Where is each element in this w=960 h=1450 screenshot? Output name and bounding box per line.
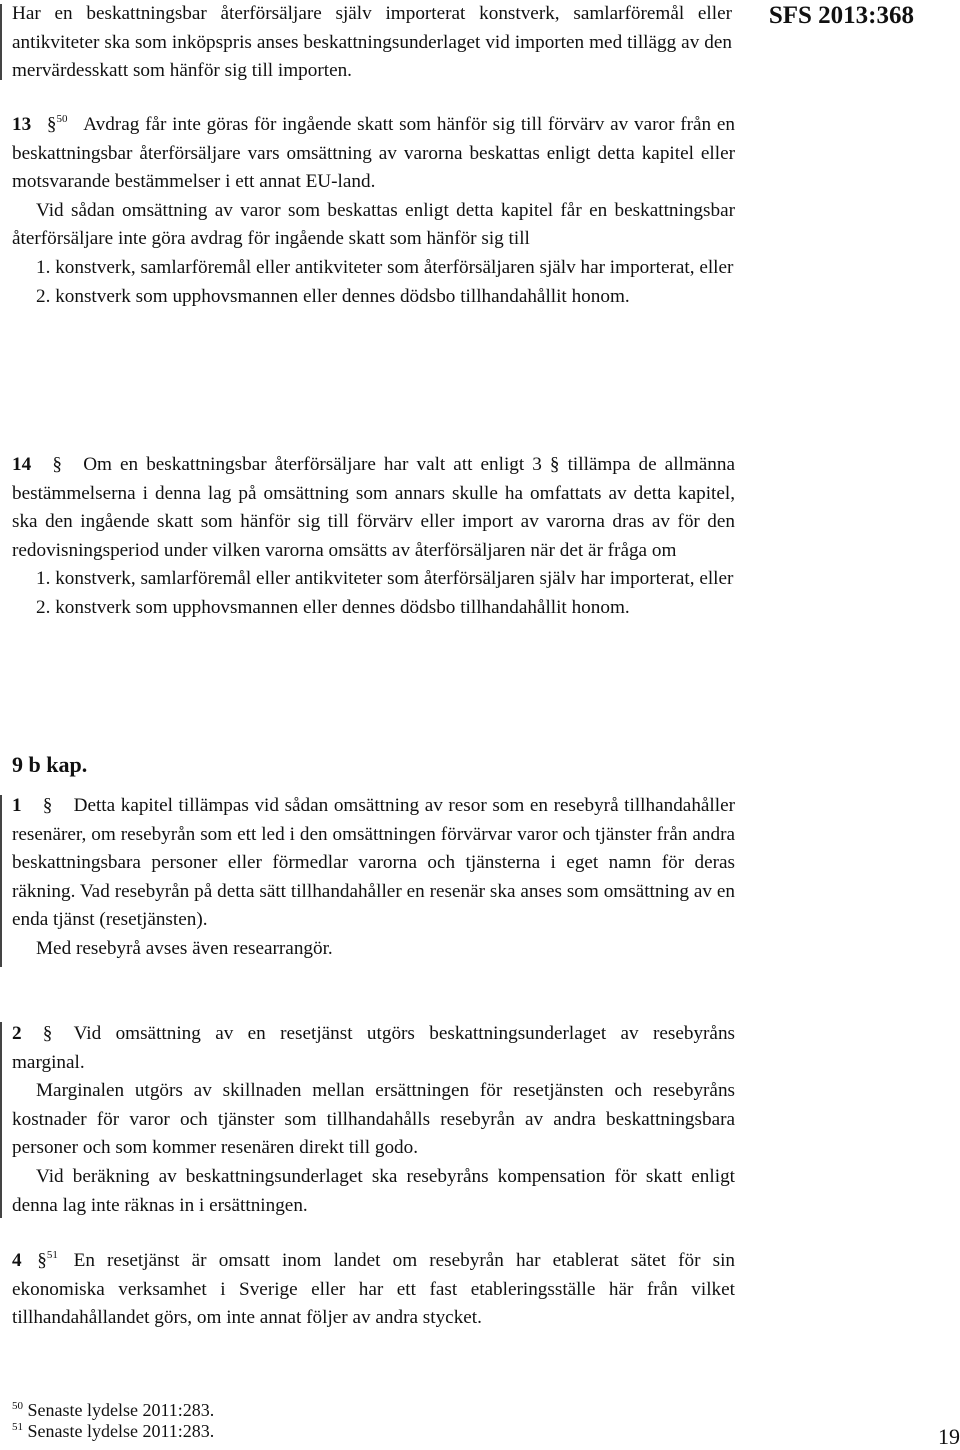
footnote-text: Senaste lydelse 2011:283. — [27, 1400, 215, 1420]
list-item: 1. konstverk, samlarföremål eller antikviteter som återförsäljaren själv har importerat, eller — [36, 256, 734, 278]
section-sign: § — [42, 1023, 53, 1044]
section-2 — [12, 1020, 735, 1220]
section-sign: § — [42, 795, 53, 816]
section-number: 4 — [12, 1250, 22, 1271]
section-number: 14 — [12, 454, 32, 475]
intro-paragraph — [12, 0, 732, 86]
list-item: 2. konstverk som upphovsmannen eller dennes dödsbo tillhandahållit honom. — [36, 596, 630, 618]
sfs-reference: SFS 2013:368 — [768, 2, 914, 29]
page-number: 19 — [938, 1424, 960, 1449]
section-sign: § — [52, 454, 62, 475]
footnote-number: 50 — [12, 1400, 23, 1412]
section-text: En resetjänst är omsatt inom landet om resebyrån har etablerat sätet för sin ekonomiska verksamhet i Sverige eller har ett fast etableringsställe här från vilket tillhandahållandet görs, om inte annat följer av andra stycket. — [12, 1250, 735, 1329]
section-number: 1 — [12, 795, 22, 816]
section-14 — [12, 451, 735, 623]
paragraph-text: Har en beskattningsbar återförsäljare själv importerat konstverk, samlarföremål eller antikviteter ska som inköpspris anses beskattningsunderlaget vid importen med tillägg av den mervärdesskatt som hänför sig till importen. — [12, 3, 732, 82]
list-item: 1. konstverk, samlarföremål eller antikviteter som återförsäljaren själv har importerat, eller — [36, 568, 734, 590]
chapter-heading: 9 b kap. — [12, 752, 88, 777]
section-text: Om en beskattningsbar återförsäljare har valt att enligt 3 § tillämpa de allmänna bestämmelserna i denna lag på omsättning som annars skulle ha omfattats av detta kapitel, ska den ingående skatt som hänför sig till förvärv eller import av varorna dras av för den redovisningsperiod under vilken varorna omsätts av återförsäljaren när det är fråga om — [12, 454, 735, 561]
section-4 — [12, 1247, 735, 1333]
section-text: Detta kapitel tillämpas vid sådan omsättning av resor som en resebyrå tillhandahåller resenärer, om resebyrån som ett led i den omsättningen förvärvar varor och tjänster från andra beskattningsbara personer eller förmedlar varorna och tjänsterna i eget namn för deras räkning. Vad resebyrån på detta sätt tillhandahåller en resenär ska anses som omsättning av en enda tjänst (resetjänsten). — [12, 795, 735, 931]
footnote-number: 51 — [12, 1421, 23, 1433]
list-item: 2. konstverk som upphovsmannen eller dennes dödsbo tillhandahållit honom. — [36, 285, 630, 307]
footnotes — [12, 1400, 214, 1442]
footnote-ref: 51 — [46, 1249, 58, 1261]
section-text: Vid omsättning av en resetjänst utgörs beskattningsunderlaget av resebyråns marginal. — [12, 1023, 735, 1073]
change-bar — [0, 795, 2, 967]
section-number: 2 — [12, 1023, 22, 1044]
footnote — [12, 1421, 214, 1442]
section-sign: §$^{50}$ — [46, 113, 68, 135]
section-1 — [12, 792, 735, 964]
footnote-text: Senaste lydelse 2011:283. — [27, 1421, 215, 1441]
change-bar — [0, 1022, 2, 1218]
section-paragraph: Vid sådan omsättning av varor som beskattas enligt detta kapitel får en beskattningsbar återförsäljare inte göra avdrag för ingående skatt som hänför sig till — [12, 199, 735, 250]
section-13 — [12, 111, 735, 311]
section-paragraph: Marginalen utgörs av skillnaden mellan ersättningen för resetjänsten och resebyråns kostnader för varor och tjänster som tillhandahålls resebyrån av andra beskattningsbara personer och som kommer resenären direkt till godo. — [12, 1080, 735, 1159]
change-bar — [0, 4, 2, 80]
footnote — [12, 1400, 214, 1421]
section-number: 13 — [12, 114, 32, 135]
section-paragraph: Vid beräkning av beskattningsunderlaget ska resebyråns kompensation för skatt enligt denna lag inte räknas in i ersättningen. — [12, 1165, 735, 1216]
section-sign: §$^{51}$ — [37, 1249, 58, 1271]
section-paragraph: Med resebyrå avses även researrangör. — [36, 937, 333, 959]
section-text: Avdrag får inte göras för ingående skatt som hänför sig till förvärv av varor från en beskattningsbar återförsäljare vars omsättning av varorna beskattas enligt detta kapitel eller motsvarande bestämmelser i ett annat EU-land. — [12, 114, 735, 193]
footnote-ref: 50 — [56, 113, 68, 125]
